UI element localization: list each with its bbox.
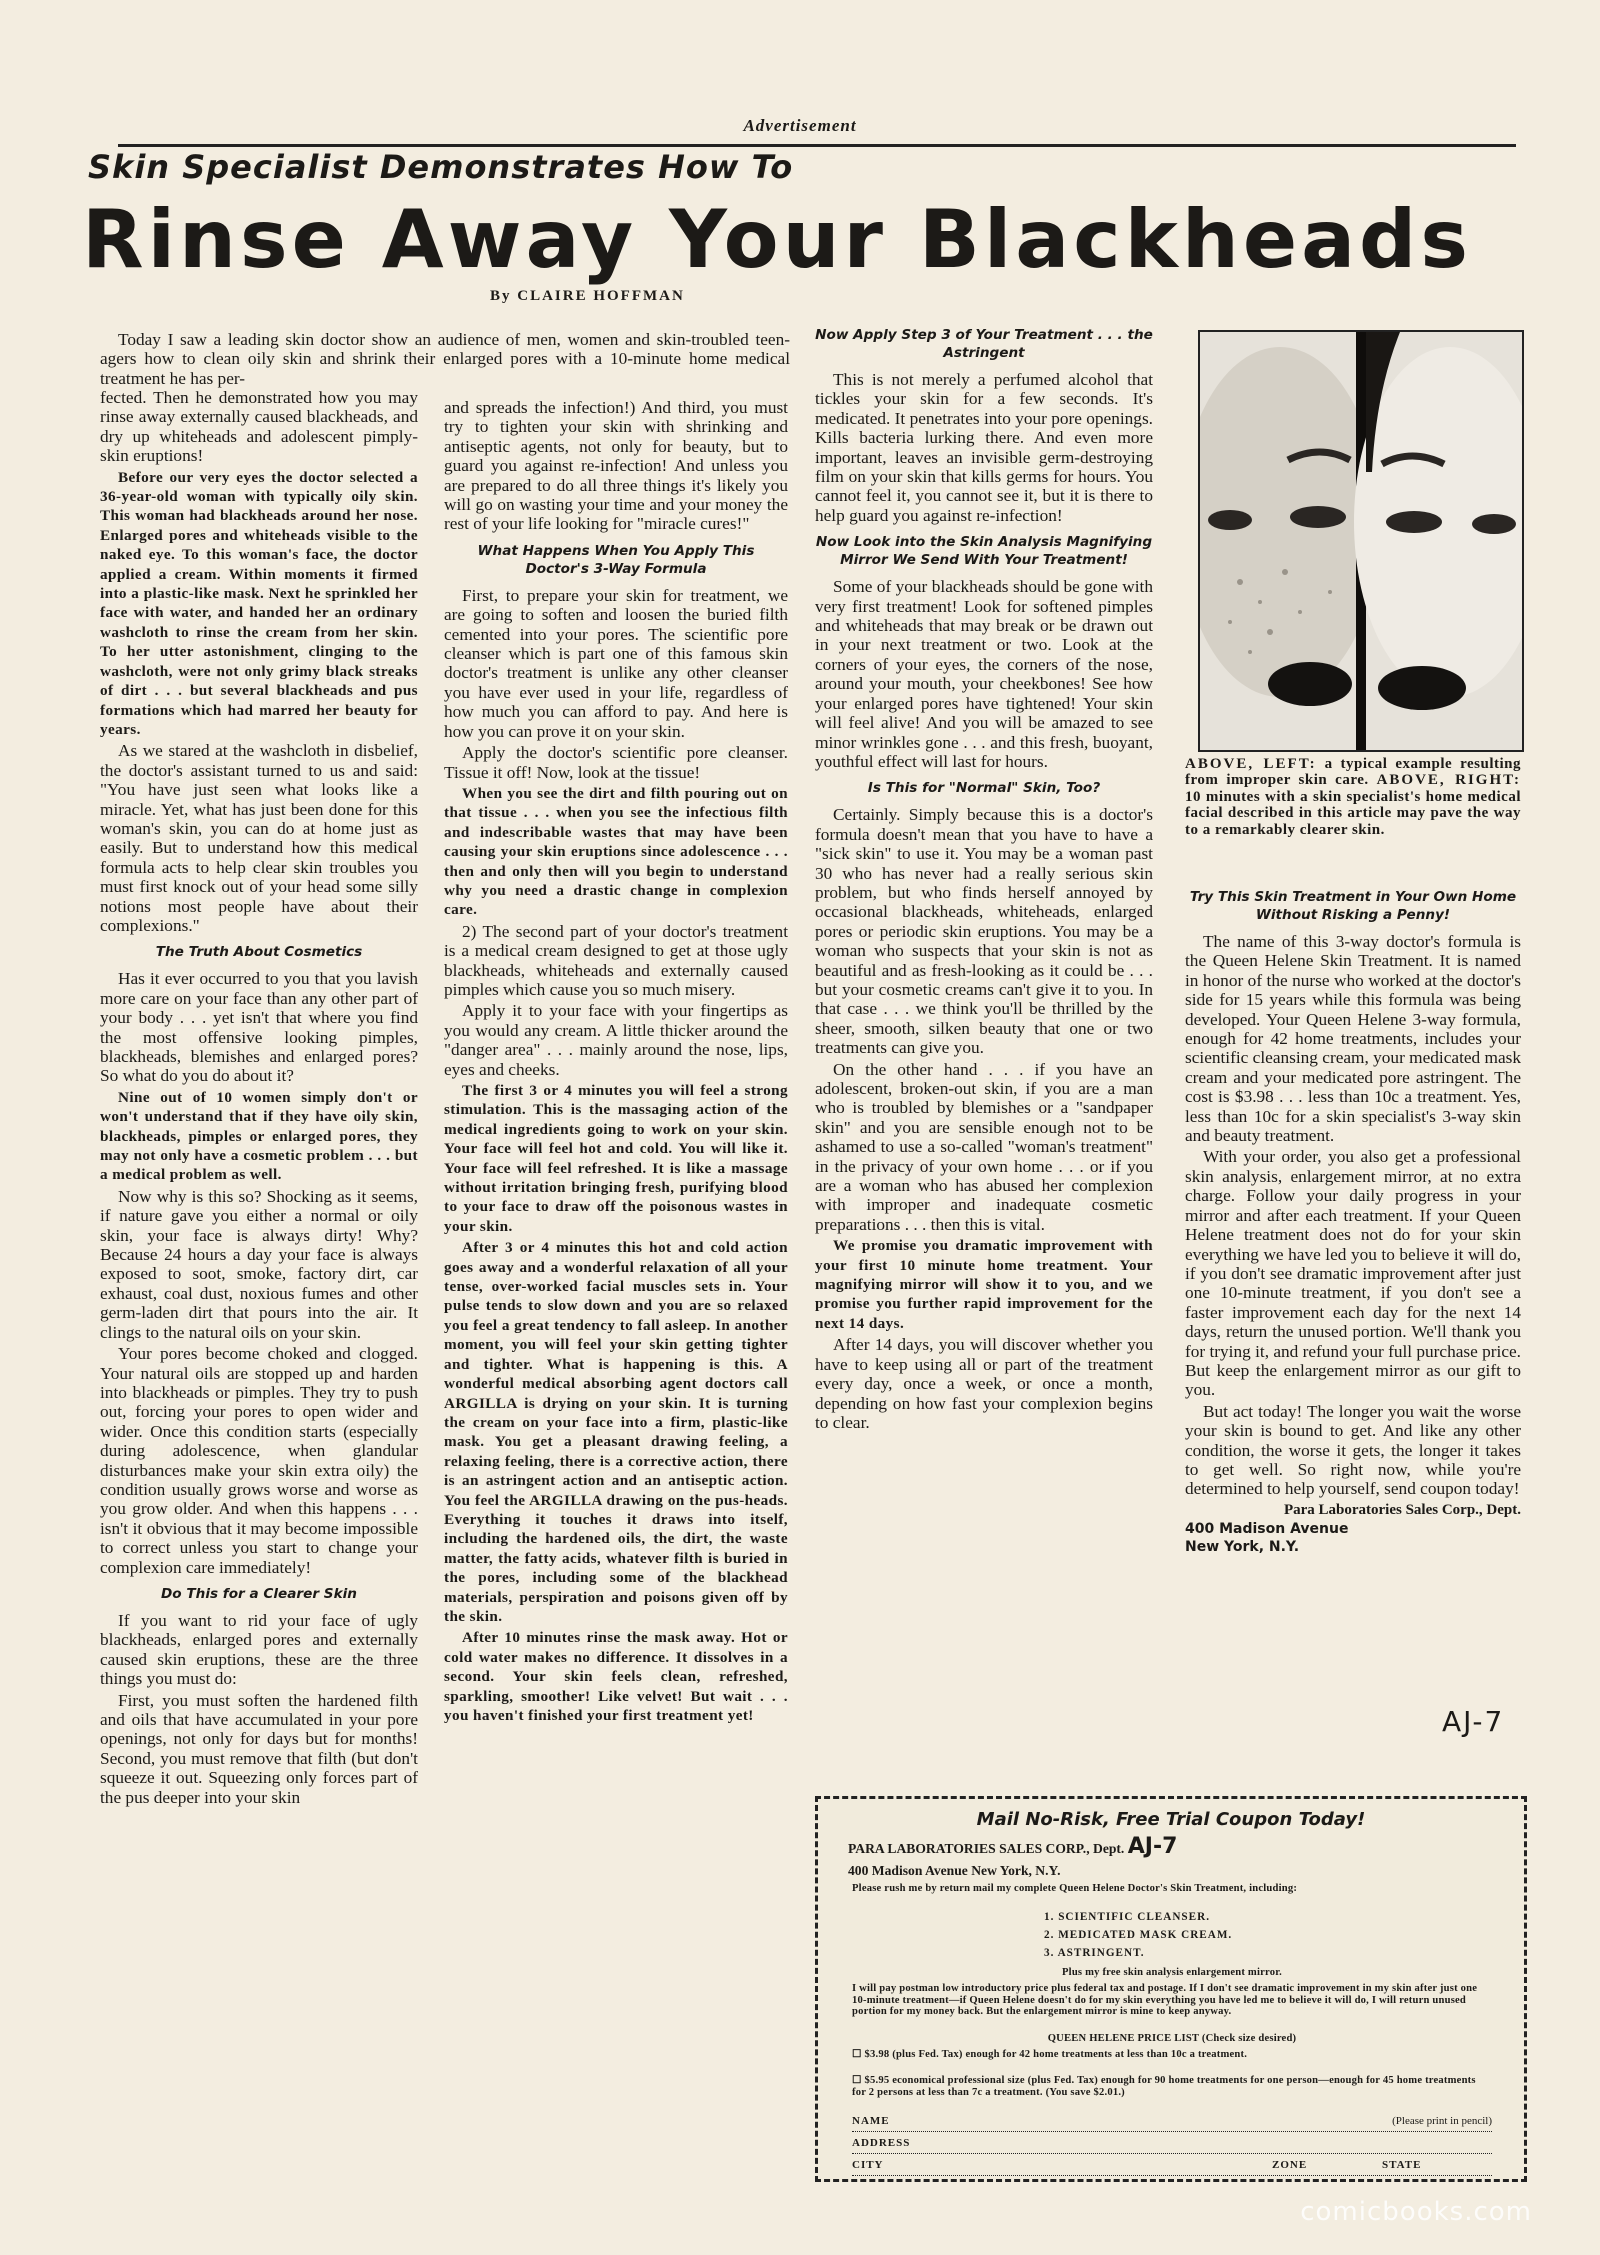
subheading: The Truth About Cosmetics	[155, 944, 363, 961]
coupon-code: AJ-7	[1127, 1834, 1178, 1859]
article-column-1	[100, 388, 418, 2194]
paragraph: When you see the dirt and filth pouring out on that tissue . . . when you see the infectious filth and indescribable wastes that may have been causing your skin eruptions since adolescence . . . then and only then will you begin to understand why you need a drastic change in complexion care.	[444, 784, 788, 919]
paragraph: As we stared at the washcloth in disbelief, the doctor's assistant turned to us and said: "You have just seen what looks like a miracle. Yet, what has just been done for this woman's skin, you can do at home just as easily. But to understand how this medical formula acts to help clear skin troubles you must first knock out of your head some silly notions most people have about their complexions."	[100, 741, 418, 935]
price-list-heading: QUEEN HELENE PRICE LIST (Check size desired)	[1047, 2033, 1297, 2044]
paragraph: Now why is this so? Shocking as it seems, if nature gave you either a normal or oily skin, your face is always dirty! Why? Because 24 hours a day your face is always exposed to soot, smoke, factory dirt, car exhaust, coal dust, noxious fumes and other germ-laden dirt that pours into the air. It clings to the natural oils on your skin.	[100, 1186, 418, 1342]
subheading: What Happens When You Apply This Doctor's 3-Way Formula	[477, 542, 755, 577]
paragraph: 2) The second part of your doctor's treatment is a medical cream designed to get at those ugly blackheads, whiteheads and externally caused pimples which cause you so much misery.	[444, 921, 788, 999]
left-eye	[1290, 506, 1346, 528]
coupon-intro: Please rush me by return mail my complete Queen Helene Doctor's Skin Treatment, including:	[852, 1883, 1298, 1894]
site-watermark: comicbooks.com	[1300, 2197, 1532, 2227]
paragraph: The name of this 3-way doctor's formula is the Queen Helene Skin Treatment. It is named in honor of the nurse who worked at the doctor's side for 15 years while this formula was being developed. Your Queen Helene 3-way formula, enough for 42 home treatments, includes your scientific cleansing cream, your medicated mask cream and your medicated pore astringent. The cost is $3.98 . . . less than 10c a treatment. Yes, less than 10c for a skin specialist's 3-way skin and beauty treatment.	[1185, 932, 1521, 1146]
coupon-item: 1. SCIENTIFIC CLEANSER.	[1044, 1911, 1210, 1923]
paragraph: Before our very eyes the doctor selected a 36-year-old woman with typically oily skin. This woman had blackheads around her nose. Enlarged pores and whiteheads visible to the naked eye. To this woman's face, the doctor applied a cream. Within moments it firmed into a plastic-like mask. Next he sprinkled her face with water, and handed her an ordinary washcloth to rinse the cream from her skin. To her utter astonishment, clinging to the washcloth, were not only grimy black streaks of dirt . . . but several blackheads and pus formations which had marred her beauty for years.	[100, 468, 418, 738]
paragraph: On the other hand . . . if you have an adolescent, broken-out skin, if you are a man who is troubled by blemishes or a "sandpaper skin" and you are sensible enough not to be ashamed to use a so-called "woman's treatment" in the privacy of your own home . . . or if you are a woman who has abused her complexion with improper and inadequate cosmetic preparations . . . then this is vital.	[815, 1059, 1153, 1234]
lead-paragraph: Today I saw a leading skin doctor show an audience of men, women and skin-troubled teen-agers how to clean oily skin and shrink their enlarged pores with a 10-minute home medical treatment he has per-	[100, 330, 790, 388]
advertisement-label: Advertisement	[743, 116, 857, 135]
subheading: Now Look into the Skin Analysis Magnifying Mirror We Send With Your Treatment!	[815, 534, 1153, 569]
paragraph: The first 3 or 4 minutes you will feel a strong stimulation. This is the massaging action of the medical ingredients going to work on your skin. Your face will feel hot and cold. You will like it. Your face will feel refreshed. It is like a massage without irritation bringing fresh, purifying blood to your face to draw off the poisonous wastes in your skin.	[444, 1082, 788, 1235]
face-comparison-image	[1200, 332, 1522, 750]
price-option-1[interactable]: ☐ $3.98 (plus Fed. Tax) enough for 42 home treatments at less than 10c a treatment.	[852, 2049, 1248, 2060]
paragraph: Nine out of 10 women simply don't or won't understand that if they have oily skin, blackheads, pimples or enlarged pores, they may not only have a cosmetic problem . . . but a medical problem as well.	[100, 1088, 418, 1184]
paragraph: First, you must soften the hardened filth and oils that have accumulated in your pore openings, not only for days but for months! Second, you must remove that filth (but don't squeeze it out. Squeezing only forces part of the pus deeper into your skin	[100, 1690, 418, 1807]
paragraph: After 3 or 4 minutes this hot and cold action goes away and a wonderful relaxation of all your tense, over-worked facial muscles sets in. Your pulse tends to slow down and you are so relaxed you feel a great tendency to fall asleep. In another moment, you will feel your skin getting tighter and tighter. What is happening is this. A wonderful medical absorbing agent doctors call ARGILLA is drying on your skin. It is turning the cream on your face into a firm, plastic-like mask. You get a pleasant drawing feeling, a relaxing feeling, there is a corrective action, there is an astringent action and an antiseptic action. You feel the ARGILLA drawing on the pus-heads. Everything it touches it draws into itself, including the hardened oils, the dirt, the waste matter, the fatty acids, whatever filth is buried in the pores, including some of the blackhead materials, perspiration and poisons given off by the skin.	[444, 1239, 788, 1625]
paragraph: We promise you dramatic improvement with your first 10 minute home treatment. Your magnifying mirror will show it to you, and we promise you further rapid improvement for the next 14 days.	[815, 1237, 1153, 1332]
paragraph: If you want to rid your face of ugly blackheads, enlarged pores and externally caused skin eruptions, these are the three things you must do:	[100, 1610, 418, 1689]
paragraph: With your order, you also get a professional skin analysis, enlargement mirror, at no extra charge. Follow your daily progress in your mirror and after each treatment. If your Queen Helene treatment does not do for your skin everything we have led you to believe it will do, if you don't see dramatic improvement after just one 10-minute treatment, if you don't see a faster improvement each day for the next 14 days, return the unused portion. We'll thank you for trying it, and refund your full purchase price. But keep the enlargement mirror as our gift to you.	[1185, 1147, 1521, 1400]
order-coupon[interactable]	[815, 1796, 1527, 2182]
subheading: Is This for "Normal" Skin, Too?	[867, 780, 1101, 797]
paragraph: fected. Then he demonstrated how you may rinse away externally caused blackheads, and dry up whiteheads and adolescent pimply-skin eruptions!	[100, 388, 418, 466]
price-option-2[interactable]: ☐ $5.95 economical professional size (plus Fed. Tax) enough for 90 home treatments for one person—enough for 45 home treatments for 2 persons at less than 7c a treatment. (You save $2.01.)	[852, 2075, 1476, 2098]
address-line-2: New York, N.Y.	[1185, 1539, 1300, 1556]
coupon-item: 2. MEDICATED MASK CREAM.	[1044, 1929, 1233, 1941]
coupon-company: PARA LABORATORIES SALES CORP., Dept. AJ-7	[848, 1834, 1178, 1859]
paragraph: Certainly. Simply because this is a doctor's formula doesn't mean that you have to have a "sick skin" to use it. You may be a woman past 30 who has never had a really serious skin problem, but who finds herself annoyed by occasional blackheads, whiteheads, enlarged pores or periodic skin eruptions. You may be a woman who suspects that your skin is not as beautiful and as fresh-looking as it could be . . . but your cosmetic creams can't give it to you. In that case . . . we think you'll be thrilled by the sheer, smooth, silken beauty that one or two treatments can give you.	[815, 805, 1153, 1058]
top-rule	[118, 144, 1516, 147]
before-after-photo	[1198, 330, 1524, 752]
article-column-4	[1185, 888, 1521, 1788]
paragraph: Apply the doctor's scientific pore cleanser. Tissue it off! Now, look at the tissue!	[444, 743, 788, 782]
paragraph: and spreads the infection!) And third, you must try to tighten your skin with shrinking and antiseptic agents, not only for beauty, but to guard you against re-infection! And unless you are prepared to do all three things it's likely you will go on wasting your time and your money the rest of your life looking for "miracle cures!"	[444, 398, 788, 534]
coupon-item: 3. ASTRINGENT.	[1044, 1947, 1145, 1959]
address-field[interactable]: ADDRESS	[852, 2137, 1492, 2154]
address-line-1: 400 Madison Avenue	[1185, 1521, 1349, 1538]
article-column-2	[444, 398, 788, 2194]
paragraph: Apply it to your face with your fingertips as you would any cream. A little thicker around the "danger area" . . . mainly around the nose, lips, eyes and cheeks.	[444, 1001, 788, 1079]
company-name: Para Laboratories Sales Corp., Dept.	[1283, 1501, 1521, 1518]
paragraph: This is not merely a perfumed alcohol that tickles your skin for a few seconds. It's medicated. It penetrates into your pore openings. Kills bacteria lurking there. And even more important, leaves an invisible germ-destroying film on your skin that kills germs for hours. You cannot feel it, you cannot see it, but it is there to help guard you against re-infection!	[815, 370, 1153, 525]
paragraph: Your pores become choked and clogged. Your natural oils are stopped up and harden into blackheads or pimples. They try to push out, forcing your pores to open wider and wider. Once this condition starts (especially during adolescence, when glandular disturbances make your skin extra oily) the condition usually grows worse and worse as you grow older. And when this happens . . . isn't it obvious that it may become impossible to correct unless you start to change your complexion care immediately!	[100, 1344, 418, 1577]
coupon-plus: Plus my free skin analysis enlargement mirror.	[1062, 1967, 1282, 1978]
paragraph: After 14 days, you will discover whether you have to keep using all or part of the treatment every day, once a week, or once a month, depending on how fast your complexion begins to clear.	[815, 1335, 1153, 1432]
photo-caption: ABOVE, LEFT: a typical example resulting from improper skin care. ABOVE, RIGHT: 10 minutes with a skin specialist's home medical facial described in this article may pave the way to a remarkably clearer skin.	[1185, 756, 1522, 838]
kicker-heading: Skin Specialist Demonstrates How To	[88, 148, 794, 186]
coupon-address: 400 Madison Avenue New York, N.Y.	[848, 1863, 1061, 1878]
subheading: Now Apply Step 3 of Your Treatment . . . the Astringent	[815, 327, 1153, 361]
paragraph: First, to prepare your skin for treatment, we are going to soften and loosen the buried filth cemented into your pores. The scientific pore cleanser which is part one of this famous skin doctor's treatment is unlike any other cleanser you have ever used in your life, regardless of how much you can afford to pay. And here is how you can prove it on your skin.	[444, 585, 788, 741]
headline: Rinse Away Your Blackheads	[82, 193, 1472, 286]
subheading: Do This for a Clearer Skin	[161, 1585, 357, 1602]
right-eye	[1386, 511, 1442, 533]
coupon-terms: I will pay postman low introductory price plus federal tax and postage. If I don't see dramatic improvement in my skin after just one 10-minute treatment—if Queen Helene doesn't do for my skin everything you have led me to believe it will do, I will return unused portion for my money back. But the enlargement mirror is mine to keep anyway.	[852, 1983, 1478, 2018]
name-field[interactable]: NAME (Please print in pencil)	[852, 2115, 1492, 2132]
paragraph: After 10 minutes rinse the mask away. Hot or cold water makes no difference. It dissolves in a second. Your skin feels clean, refreshed, sparkling, smoother! Like velvet! But wait . . . you haven't finished your first treatment yet!	[444, 1629, 788, 1724]
city-zone-state-field[interactable]: CITY ZONE STATE	[852, 2159, 1492, 2176]
byline: By CLAIRE HOFFMAN	[490, 288, 685, 304]
paragraph: But act today! The longer you wait the worse your skin is bound to get. And like any other condition, the worse it gets, the longer it takes to get well. So right now, while you're determined to help yourself, send coupon today!	[1185, 1401, 1521, 1499]
coupon-title: Mail No-Risk, Free Trial Coupon Today!	[976, 1809, 1366, 1830]
paragraph: Some of your blackheads should be gone with very first treatment! Look for softened pimples and whiteheads that may break or be drawn out in your next treatment or two. Look at the corners of your eyes, the corners of the nose, around your mouth, your cheekbones! See how your enlarged pores have tightened! Your skin will feel alive! And you will be amazed to see minor wrinkles gone . . . and this fresh, buoyant, youthful effect will last for hours.	[815, 577, 1153, 771]
paragraph: Has it ever occurred to you that you lavish more care on your face than any other part of your body . . . yet isn't that where you find the most offensive looking pimples, blackheads, blemishes and enlarged pores? So what do you do about it?	[100, 969, 418, 1086]
article-column-3	[815, 326, 1153, 1774]
department-code: AJ-7	[1442, 1705, 1505, 1738]
subheading: Try This Skin Treatment in Your Own Home Without Risking a Penny!	[1189, 889, 1517, 923]
